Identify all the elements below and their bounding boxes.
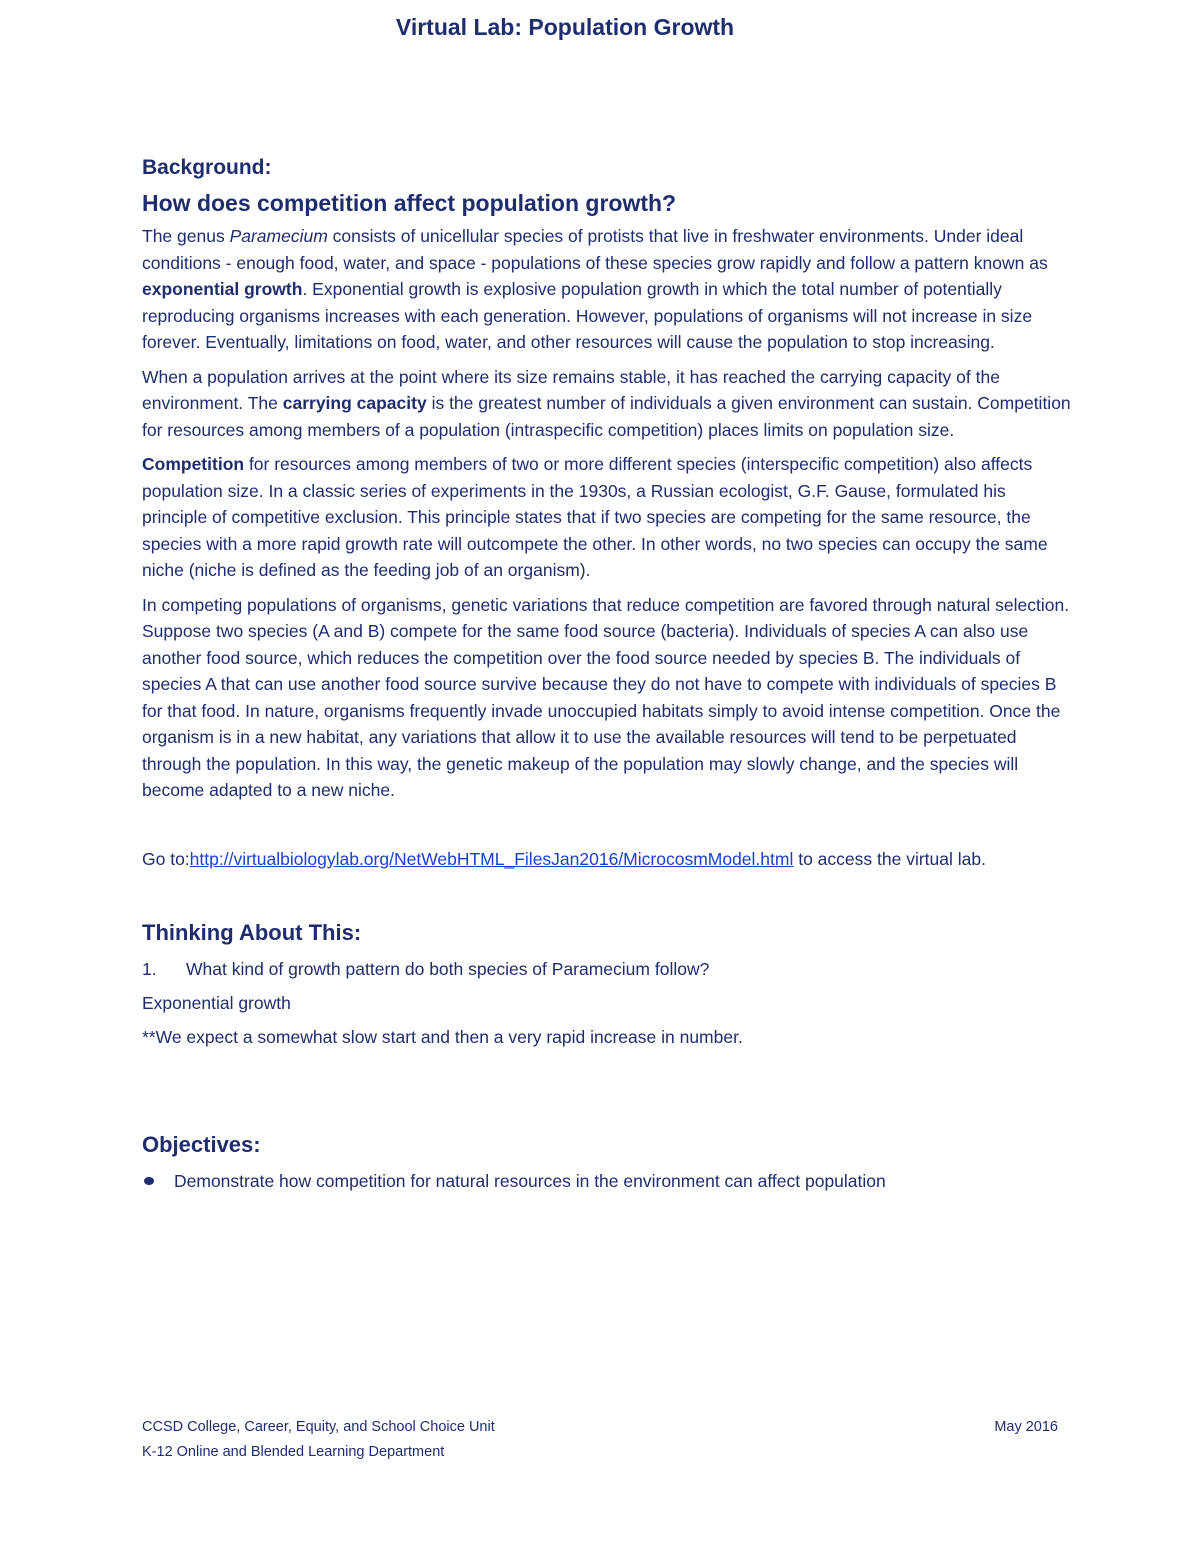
objectives-heading: Objectives: [142, 1132, 261, 1157]
goto-instruction: Go to:http://virtualbiologylab.org/NetWebHTML_FilesJan2016/MicrocosmModel.html to access the virtual lab. [142, 848, 986, 869]
footer-date: May 2016 [994, 1419, 1058, 1435]
footer-department: K-12 Online and Blended Learning Department [142, 1444, 445, 1460]
paragraph-natural-selection: In competing populations of organisms, genetic variations that reduce competition are favored through natural selection. Suppose two species (A and B) compete for the same food source (bacteria). Individuals of species A can also use another food source, which reduces the competition over the food source needed by species B. The individuals of species A that can use another food source survive because they do not have to compete with individuals of species B for that food. In nature, organisms frequently invade unoccupied habitats simply to avoid intense competition. Once the organism is in a new habitat, any variations that allow it to use the available resources will tend to be perpetuated through the population. In this way, the genetic makeup of the population may slowly change, and the species will become adapted to a new niche. [142, 594, 1070, 800]
background-question: How does competition affect population growth? [142, 190, 677, 216]
page-title: Virtual Lab: Population Growth [395, 14, 735, 40]
paragraph-carrying-capacity: When a population arrives at the point where its size remains stable, it has reached the carrying capacity of the environment. The carrying capacity is the greatest number of individuals a given environment can sustain. Competition for resources among members of a population (intraspecific competition) places limits on population size. [142, 366, 1071, 440]
thinking-heading: Thinking About This: [142, 920, 362, 945]
bullet-icon [144, 1177, 154, 1185]
genus-name: Paramecium [229, 226, 328, 246]
footer-unit: CCSD College, Career, Equity, and School Choice Unit [142, 1419, 495, 1435]
answer-note: **We expect a somewhat slow start and then a very rapid increase in number. [142, 1027, 743, 1047]
virtual-lab-link[interactable]: http://virtualbiologylab.org/NetWebHTML_FilesJan2016/MicrocosmModel.html [189, 848, 794, 869]
term-competition: Competition [142, 454, 245, 474]
answer-text: Exponential growth [142, 993, 291, 1013]
term-exponential-growth: exponential growth [142, 279, 303, 299]
term-carrying-capacity: carrying capacity [282, 393, 427, 413]
question-text: What kind of growth pattern do both species of Paramecium follow? [186, 959, 710, 979]
objective-item: Demonstrate how competition for natural resources in the environment can affect population [142, 1168, 1072, 1194]
background-heading: Background: [142, 156, 272, 179]
question-1 [142, 956, 1072, 982]
question-number: 1. [142, 959, 157, 979]
paragraph-competition: Competition for resources among members of two or more different species (interspecific competition) also affects population size. In a classic series of experiments in the 1930s, a Russian ecologist, G.F. Gause, formulated his principle of competitive exclusion. This principle states that if two species are competing for the same resource, the species with a more rapid growth rate will outcompete the other. In other words, no two species can occupy the same niche (niche is defined as the feeding job of an organism). [142, 454, 1048, 580]
document-body [142, 156, 1072, 1194]
paragraph-paramecium: The genus Paramecium consists of unicellular species of protists that live in freshwater environments. Under ideal conditions - enough food, water, and space - populations of these species grow rapidly and follow a pattern known as exponential growth. Exponential growth is explosive population growth in which the total number of potentially reproducing organisms increases with each generation. However, populations of organisms will not increase in size forever. Eventually, limitations on food, water, and other resources will cause the population to stop increasing. [142, 226, 1048, 352]
page-footer [142, 1415, 1058, 1465]
